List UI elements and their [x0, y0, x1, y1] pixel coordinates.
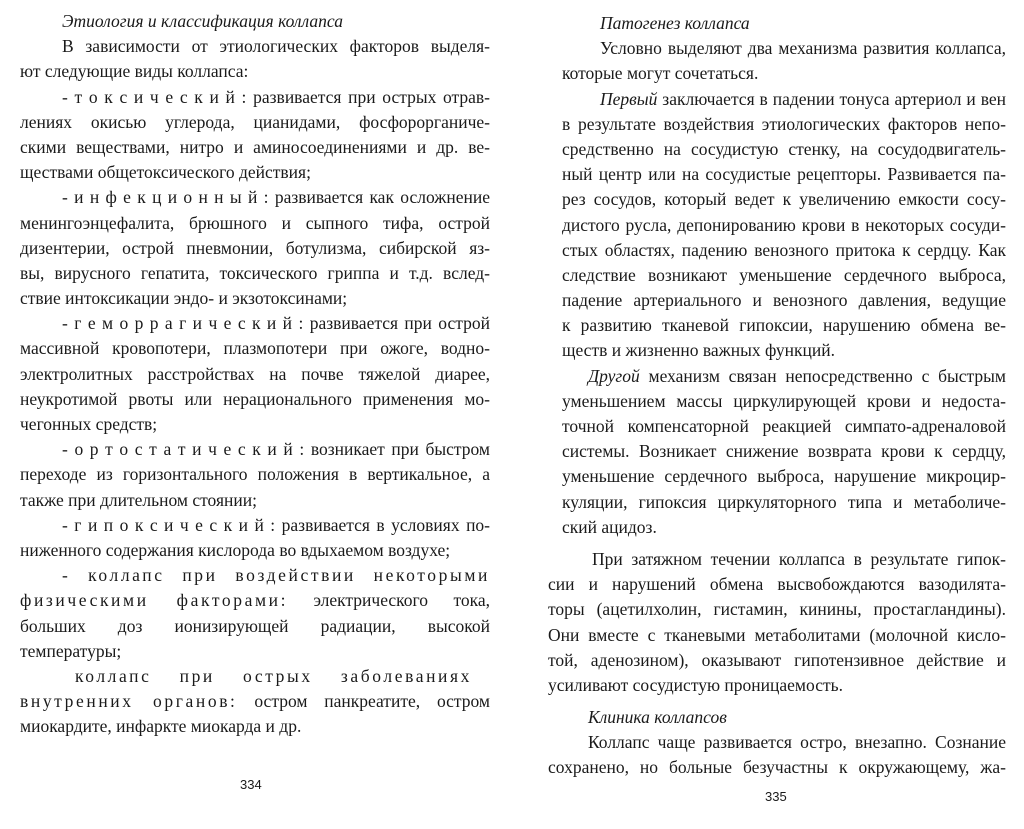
text-line: ский ацидоз.: [562, 516, 657, 537]
left-page: [20, 9, 490, 739]
text-line: той, аденозином), оказывают гипотензивное действие и: [548, 649, 1006, 670]
text-span: остром панкреатите, остром: [254, 691, 490, 712]
term: - т о к с и ч е с к и й :: [62, 86, 247, 107]
text-line: Они вместе с тканевыми метаболитами (молочной кисло-: [548, 624, 1006, 645]
section-heading: Этиология и классификация коллапса: [62, 11, 343, 31]
text-line: массивной кровопотери, плазмопотери при ожоге, водно-: [20, 338, 490, 359]
text-span: развивается при острой: [309, 313, 490, 334]
spacer: [548, 698, 1006, 705]
text-line: системы. Возникает снижение возврата крови к сердцу,: [562, 441, 1006, 462]
text-span: развивается как осложнение: [274, 187, 490, 208]
text-line: лениях окисью углерода, цианидами, фосфорорганиче-: [20, 111, 490, 132]
text-line: [548, 87, 1006, 112]
italic-term: Другой: [588, 365, 640, 386]
right-page: [548, 11, 1006, 781]
text-line: неукротимой рвоты или нерационального применения мо-: [20, 388, 490, 409]
term: - и н ф е к ц и о н н ы й :: [62, 187, 269, 208]
text-line: Коллапс чаще развивается остро, внезапно. Сознание: [588, 732, 1006, 753]
text-span: механизм связан непосредственно с быстрым: [648, 365, 1006, 386]
text-span: развивается в условиях по-: [281, 514, 490, 535]
text-line: ный центр или на сосудистые рецепторы. Развивается па-: [562, 164, 1006, 185]
text-span: развивается при острых отрав-: [253, 86, 490, 107]
list-item: [20, 185, 490, 210]
text-line: дистого русла, депонированию крови в некоторых сосуди-: [562, 214, 1006, 235]
text-span: физическими факторами:: [20, 590, 289, 611]
list-item: [20, 311, 490, 336]
text-line: ществ и жизненно важных функций.: [562, 340, 835, 361]
list-item: [20, 437, 490, 462]
text-line: рез сосудов, который ведет к увеличению емкости сосу-: [562, 189, 1006, 210]
italic-term: Первый: [600, 88, 658, 109]
text-line: стых областях, падению венозного притока к сердцу. Как: [562, 239, 1006, 260]
text-line: ют следующие виды коллапса:: [20, 61, 249, 82]
text-line: сохранено, но больные безучастны к окружающему, жа-: [548, 757, 1006, 778]
page-number: 334: [240, 777, 262, 792]
text-line: которые могут сочетаться.: [562, 63, 759, 84]
text-line: температуры;: [20, 640, 122, 661]
text-line: миокардите, инфаркте миокарда и др.: [20, 716, 302, 737]
text-line: сии и нарушений обмена высвобождаются вазодилята-: [548, 574, 1006, 595]
term: - о р т о с т а т и ч е с к и й :: [62, 439, 305, 460]
text-line: скими веществами, нитро и аминосоединениями и др. ве-: [20, 136, 490, 157]
text-span: возникает при быстром: [310, 439, 490, 460]
text-line: также при длительном стоянии;: [20, 489, 257, 510]
text-line: При затяжном течении коллапса в результате гипок-: [592, 548, 1006, 569]
text-line: [548, 364, 1006, 389]
text-span: электрического тока,: [313, 590, 490, 611]
list-item: - коллапс при воздействии некоторыми: [62, 565, 490, 586]
text-line: В зависимости от этиологических факторов выделя-: [62, 36, 490, 57]
list-item: [20, 85, 490, 110]
text-line: переходе из горизонтального положения в вертикальное, а: [20, 464, 490, 485]
text-line: Условно выделяют два механизма развития коллапса,: [600, 38, 1006, 59]
list-item: [20, 513, 490, 538]
text-line: уменьшение сердечного выброса, нарушение микроцир-: [562, 466, 1006, 487]
text-line: менингоэнцефалита, брюшного и сыпного тифа, острой: [20, 212, 490, 233]
list-item: коллапс при острых заболеваниях: [75, 665, 472, 686]
text-line: вы, вирусного гепатита, токсического гриппа и т.д. вслед-: [20, 262, 490, 283]
text-line: ществами общетоксического действия;: [20, 162, 311, 183]
text-span: внутренних органов:: [20, 691, 238, 712]
text-line: к развитию тканевой гипоксии, нарушению обмена ве-: [562, 315, 1006, 336]
text-line: средственно на сосудистую стенку, на сосудодвигатель-: [562, 138, 1006, 159]
text-line: [20, 689, 490, 714]
text-line: следствие возникают уменьшение сердечного выброса,: [562, 264, 1006, 285]
spacer: [548, 540, 1006, 547]
section-heading: Клиника коллапсов: [588, 707, 727, 728]
text-line: торы (ацетилхолин, гистамин, кинины, простагландины).: [548, 599, 1006, 620]
text-line: электролитных расстройствах на почве тяжелой диарее,: [20, 363, 490, 384]
text-line: точной компенсаторной реакцией симпато-адреналовой: [562, 416, 1006, 436]
text-line: куляции, гипоксия циркуляторного типа и метаболиче-: [562, 491, 1006, 512]
text-line: усиливают сосудистую проницаемость.: [548, 674, 843, 695]
term: - г е м о р р а г и ч е с к и й :: [62, 313, 304, 334]
text-line: [20, 588, 490, 613]
text-line: ствие интоксикации эндо- и экзотоксинами;: [20, 288, 348, 309]
text-line: ниженного содержания кислорода во вдыхаемом воздухе;: [20, 539, 451, 560]
section-heading: Патогенез коллапса: [600, 13, 750, 33]
text-line: в результате воздействия этиологических факторов непо-: [562, 113, 1006, 134]
term: - г и п о к с и ч е с к и й :: [62, 514, 276, 535]
text-line: падение артериального и венозного давления, ведущие: [562, 290, 1006, 311]
text-line: чегонных средств;: [20, 414, 158, 434]
text-line: уменьшением массы циркулирующей крови и недоста-: [562, 390, 1006, 411]
page-number: 335: [765, 789, 787, 804]
text-line: больших доз ионизирующей радиации, высокой: [20, 615, 490, 636]
text-span: заключается в падении тонуса артериол и вен: [662, 88, 1006, 109]
text-line: дизентерии, острой пневмонии, ботулизма, сибирской яз-: [20, 237, 490, 258]
